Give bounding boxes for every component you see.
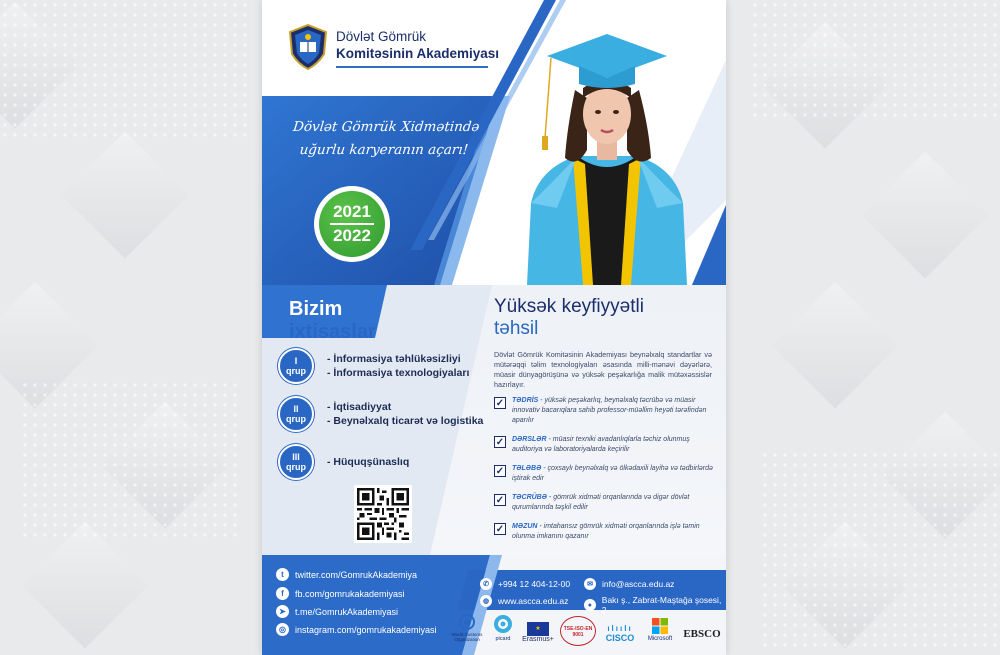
twitter-link[interactable] xyxy=(276,568,417,581)
year-end: 2022 xyxy=(333,225,371,245)
slogan-line1: Dövlət Gömrük Xidmətində xyxy=(292,119,481,135)
cisco-bars-icon: ılıılı xyxy=(607,624,633,633)
facebook-link[interactable] xyxy=(276,587,405,600)
cisco-logo xyxy=(600,624,640,643)
instagram-link[interactable] xyxy=(276,623,437,636)
bullet-head: TƏLƏBƏ xyxy=(512,465,542,472)
erasmus-name: Erasmus+ xyxy=(522,636,554,643)
specialty-item: - Beynəlxalq ticarət və logistika xyxy=(327,415,484,427)
checkbox-icon: ✓ xyxy=(495,436,505,448)
slogan-line2: uğurlu karyeranın açarı! xyxy=(298,142,469,158)
cisco-name: CISCO xyxy=(605,633,635,643)
email-icon: ✉ xyxy=(584,578,596,590)
qr-code[interactable] xyxy=(354,485,412,543)
microsoft-logo xyxy=(643,618,677,642)
iso-name-line2: 9001 xyxy=(572,632,584,638)
instagram-text: instagram.com/gomrukakademiyasi xyxy=(295,624,437,635)
bullet-body: - çoxsaylı beynəlxalq və ölkədaxili layihə və tədbirlərdə iştirak edir xyxy=(512,465,713,482)
group-badge-1 xyxy=(278,348,314,384)
erasmus-logo xyxy=(520,622,556,643)
web-text: www.ascca.edu.az xyxy=(498,596,569,606)
specialty-group-2 xyxy=(278,396,483,432)
quality-intro: Dövlət Gömrük Komitəsinin Akademiyası beynəlxalq standartlar və mütərəqqi təlim texnologiyaları əsasında milli-mənəvi dəyərlərə, müasir dünyagörüşünə və yüksək peşəkarlığa malik mütəxəssislər hazırlayır. xyxy=(494,350,712,389)
specialty-item: - İnformasiya texnologiyaları xyxy=(327,367,470,379)
web-contact[interactable] xyxy=(480,595,568,607)
academy-name-line2: Komitəsinin Akademiyası xyxy=(336,46,500,61)
bullet-head: MƏZUN xyxy=(512,523,538,530)
quality-title-line1: Yüksək keyfiyyətli xyxy=(494,296,644,317)
wco-icon xyxy=(458,614,476,630)
wco-name-line2: Organization xyxy=(454,637,480,642)
bullet-item xyxy=(494,522,714,542)
specialty-group-1 xyxy=(278,348,469,384)
picard-logo xyxy=(490,614,516,642)
telegram-icon: ➤ xyxy=(276,605,289,618)
twitter-text: twitter.com/GomrukAkademiya xyxy=(295,569,418,580)
group-word: qrup xyxy=(286,462,306,472)
checkbox-icon: ✓ xyxy=(495,523,505,535)
phone-icon: ✆ xyxy=(480,578,492,590)
partner-logos xyxy=(450,614,726,650)
instagram-icon: ◎ xyxy=(276,623,289,636)
specialties-title-line2: ixtisaslar xyxy=(289,321,376,343)
wco-name-line1: World Customs xyxy=(451,632,483,637)
address-contact xyxy=(584,595,726,615)
bullet-item xyxy=(494,493,714,513)
specialties-title-line1: Bizim xyxy=(289,298,343,320)
location-pin-icon: ● xyxy=(584,599,596,611)
graduate-photo xyxy=(517,28,697,285)
facebook-icon: f xyxy=(276,587,289,600)
eu-flag-icon: ★ xyxy=(527,622,549,636)
ebsco-logo: EBSCO xyxy=(683,628,721,640)
checkbox-icon: ✓ xyxy=(495,397,505,409)
academy-name-line1: Dövlət Gömrük xyxy=(336,29,427,44)
bullet-item xyxy=(494,396,714,426)
group-number: II xyxy=(293,404,299,414)
phone-contact[interactable] xyxy=(480,578,570,590)
bullet-head: DƏRSLƏR xyxy=(512,436,547,443)
specialty-item: - İqtisadiyyat xyxy=(327,401,392,413)
group-badge-2 xyxy=(278,396,314,432)
checkbox-icon: ✓ xyxy=(495,494,505,506)
wco-logo xyxy=(450,614,484,642)
bullet-head: TƏDRİS xyxy=(512,397,539,404)
iso-name-line1: TSE-ISO-EN xyxy=(563,626,593,632)
year-start: 2021 xyxy=(333,202,371,222)
poster xyxy=(262,0,726,655)
specialty-item: - İnformasiya təhlükəsizliyi xyxy=(327,353,461,365)
slogan xyxy=(288,116,483,162)
picard-icon xyxy=(493,614,513,634)
bullet-item xyxy=(494,435,714,455)
group-badge-3 xyxy=(278,444,314,480)
microsoft-name: Microsoft xyxy=(647,636,673,642)
specialty-item: - Hüquqşünaslıq xyxy=(327,456,410,468)
phone-text: +994 12 404-12-00 xyxy=(498,579,571,589)
bullet-body: - müasir texniki avadanlıqlarla təchiz olunmuş auditoriya və laboratoriyalarda keçirilir xyxy=(512,436,690,453)
group-number: III xyxy=(292,452,300,462)
twitter-icon: t xyxy=(276,568,289,581)
year-badge xyxy=(314,186,390,262)
iso-logo xyxy=(560,616,596,646)
academy-name xyxy=(336,28,499,62)
academy-emblem-icon xyxy=(288,24,328,70)
telegram-text: t.me/GomrukAkademiyasi xyxy=(295,606,399,617)
email-contact[interactable] xyxy=(584,578,674,590)
globe-icon: ◍ xyxy=(480,595,492,607)
facebook-text: fb.com/gomrukakademiyasi xyxy=(295,588,405,599)
group-word: qrup xyxy=(286,366,306,376)
telegram-link[interactable] xyxy=(276,605,398,618)
bullet-body: - yüksək peşəkarlıq, beynəlxalq təcrübə və müasir innovativ bacarıqlara sahib professor-müəllim heyəti tərəfindən aparılır xyxy=(512,397,707,424)
group-word: qrup xyxy=(286,414,306,424)
bullet-head: TƏCRÜBƏ xyxy=(512,494,547,501)
specialties-title xyxy=(289,298,376,344)
bullet-item xyxy=(494,464,714,484)
quality-title-line2: təhsil xyxy=(494,318,539,339)
bullet-body: - imtahansız gömrük xidməti orqanlarında işlə təmin olunma imkanını qazanır xyxy=(512,523,700,540)
logo-underline xyxy=(336,66,488,68)
address-text: Bakı ş., Zabrat-Maştağa şosesi, 2 xyxy=(601,595,722,615)
microsoft-icon xyxy=(652,618,668,634)
group-number: I xyxy=(294,356,298,366)
email-text: info@ascca.edu.az xyxy=(602,579,675,589)
specialty-group-3 xyxy=(278,444,409,480)
checkbox-icon: ✓ xyxy=(495,465,505,477)
bullet-body: - gömrük xidməti orqanlarında və digər dövlət qurumlarında təşkil edilir xyxy=(512,494,690,511)
quality-bullets xyxy=(494,396,714,551)
picard-name: picard xyxy=(495,636,511,642)
